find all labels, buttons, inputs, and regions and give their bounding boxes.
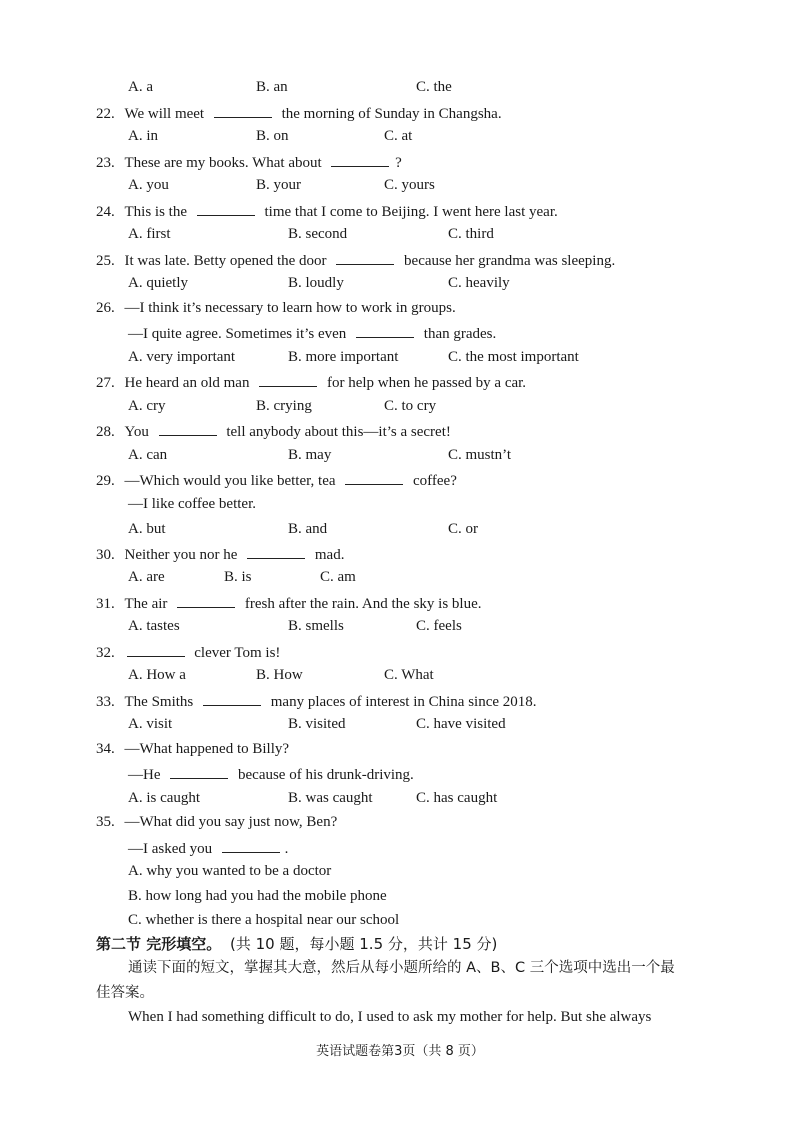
dialogue-line: because of his drunk-driving.	[238, 767, 414, 783]
dialogue-line: .	[284, 841, 289, 857]
question-number: 24.	[96, 204, 115, 220]
option-a: A. very important	[128, 349, 236, 365]
option-b: B. was caught	[288, 790, 373, 806]
question-text: time that I come to Beijing. I went here last year.	[264, 204, 558, 220]
instruction-line: 通读下面的短文，掌握其大意，然后从每小题所给的 A、B、C 三个选项中选出一个最	[128, 960, 675, 976]
question-number: 26.	[96, 300, 115, 316]
option-a: A. are	[128, 569, 165, 585]
dialogue-line: than grades.	[423, 326, 497, 342]
option-c: C. or	[448, 521, 478, 537]
answer-blank	[197, 201, 255, 216]
question-25	[96, 250, 615, 270]
question-text: because her grandma was sleeping.	[404, 253, 616, 269]
option-c: C. have visited	[416, 716, 506, 732]
option-b: B. and	[288, 521, 328, 537]
question-number: 30.	[96, 547, 115, 563]
dialogue-line: —What happened to Billy?	[124, 741, 290, 757]
option-b: B. is	[224, 569, 252, 585]
option-c: C. yours	[384, 177, 435, 193]
question-27	[96, 372, 526, 392]
answer-blank	[331, 152, 389, 167]
answer-blank	[259, 372, 317, 387]
question-number: 22.	[96, 106, 115, 122]
q26-dialogue-reply	[128, 323, 496, 343]
question-30	[96, 544, 344, 564]
question-32	[96, 642, 280, 662]
option-b: B. smells	[288, 618, 344, 634]
question-number: 29.	[96, 473, 115, 489]
question-text: These are my books. What about	[124, 155, 322, 171]
dialogue-line: —Which would you like better, tea	[124, 473, 336, 489]
page-footer	[0, 1040, 800, 1059]
option-b: B. crying	[256, 398, 312, 414]
question-text: fresh after the rain. And the sky is blue.	[244, 596, 482, 612]
section-note: (共 10 题，每小题 1.5 分，共计 15 分)	[230, 935, 498, 953]
answer-blank	[336, 250, 394, 265]
question-24	[96, 201, 558, 221]
option-a: A. How a	[128, 667, 186, 683]
option-a: A. quietly	[128, 275, 188, 291]
question-35	[96, 813, 337, 831]
section-title: 第二节 完形填空。	[96, 935, 222, 953]
option-c: C. feels	[416, 618, 462, 634]
q35-option-b: B. how long had you had the mobile phone	[128, 888, 387, 904]
question-text: The Smiths	[124, 694, 194, 710]
option-b: B. on	[256, 128, 289, 144]
question-number: 35.	[96, 814, 115, 830]
answer-blank	[345, 470, 403, 485]
question-text: ?	[395, 155, 402, 171]
question-text: You	[124, 424, 149, 440]
option-c: C. has caught	[416, 790, 498, 806]
question-number: 31.	[96, 596, 115, 612]
option-c: C. am	[320, 569, 356, 585]
question-text: tell anybody about this—it’s a secret!	[226, 424, 451, 440]
question-text: The air	[124, 596, 168, 612]
option-a: A. is caught	[128, 790, 201, 806]
question-29	[96, 470, 457, 490]
option-a: A. can	[128, 447, 168, 463]
answer-blank	[214, 103, 272, 118]
option-b: B. more important	[288, 349, 399, 365]
option-c: C. the most important	[448, 349, 579, 365]
question-28	[96, 421, 451, 441]
passage-text: When I had something difficult to do, I used to ask my mother for help. But she always	[128, 1009, 652, 1025]
question-text: This is the	[124, 204, 187, 220]
question-number: 27.	[96, 375, 115, 391]
answer-blank	[203, 691, 261, 706]
option-c: C. What	[384, 667, 434, 683]
option-c: C. at	[384, 128, 413, 144]
question-number: 34.	[96, 741, 115, 757]
option-a: A. you	[128, 177, 169, 193]
option-b: B. How	[256, 667, 303, 683]
q35-option-c: C. whether is there a hospital near our school	[128, 912, 400, 928]
option-a: A. first	[128, 226, 171, 242]
question-23	[96, 152, 402, 172]
option-c: C. to cry	[384, 398, 437, 414]
question-number: 28.	[96, 424, 115, 440]
dialogue-line: —I asked you	[128, 841, 213, 857]
answer-blank	[247, 544, 305, 559]
q29-dialogue-reply: —I like coffee better.	[128, 496, 256, 512]
answer-blank	[177, 593, 235, 608]
option-b: B. your	[256, 177, 301, 193]
option-b: B. visited	[288, 716, 346, 732]
answer-blank	[356, 323, 414, 338]
question-31	[96, 593, 482, 613]
instruction-line: 佳答案。	[96, 985, 154, 1001]
option-c: C. mustn’t	[448, 447, 512, 463]
answer-blank	[222, 838, 280, 853]
option-b: B. may	[288, 447, 332, 463]
question-text: We will meet	[124, 106, 205, 122]
question-text: mad.	[314, 547, 345, 563]
question-26	[96, 299, 456, 317]
option-a: A. visit	[128, 716, 173, 732]
question-number: 32.	[96, 645, 115, 661]
question-number: 25.	[96, 253, 115, 269]
question-text: clever Tom is!	[194, 645, 281, 661]
question-number: 33.	[96, 694, 115, 710]
question-33	[96, 691, 537, 711]
option-a: A. cry	[128, 398, 166, 414]
question-text: the morning of Sunday in Changsha.	[281, 106, 502, 122]
q35-option-a: A. why you wanted to be a doctor	[128, 863, 332, 879]
question-text: many places of interest in China since 2018.	[270, 694, 537, 710]
option-a: A. tastes	[128, 618, 180, 634]
question-text: Neither you nor he	[124, 547, 238, 563]
q35-dialogue-reply	[128, 838, 288, 858]
dialogue-line: —What did you say just now, Ben?	[124, 814, 338, 830]
question-number: 23.	[96, 155, 115, 171]
question-text: He heard an old man	[124, 375, 250, 391]
option-a: A. in	[128, 128, 158, 144]
dialogue-line: —I think it’s necessary to learn how to work in groups.	[124, 300, 456, 316]
question-text: for help when he passed by a car.	[326, 375, 527, 391]
question-22	[96, 103, 502, 123]
option-c: C. third	[448, 226, 494, 242]
option-c: C. the	[416, 79, 452, 95]
question-34	[96, 740, 289, 758]
section-heading	[96, 935, 497, 953]
q34-dialogue-reply	[128, 764, 414, 784]
option-a: A. but	[128, 521, 166, 537]
option-c: C. heavily	[448, 275, 510, 291]
answer-blank	[127, 642, 185, 657]
option-b: B. an	[256, 79, 288, 95]
answer-blank	[159, 421, 217, 436]
dialogue-line: coffee?	[413, 473, 457, 489]
option-a: A. a	[128, 79, 153, 95]
option-b: B. loudly	[288, 275, 344, 291]
question-text: It was late. Betty opened the door	[124, 253, 327, 269]
dialogue-line: —I quite agree. Sometimes it’s even	[128, 326, 347, 342]
answer-blank	[170, 764, 228, 779]
dialogue-line: —He	[128, 767, 161, 783]
page-number: 英语试题卷第3页（共 8 页）	[316, 1044, 484, 1059]
option-b: B. second	[288, 226, 348, 242]
